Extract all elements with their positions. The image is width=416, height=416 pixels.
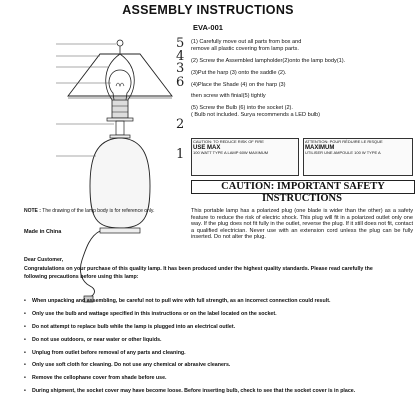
- callout-harp: 3: [176, 61, 185, 76]
- made-in-label: Made in China: [24, 229, 62, 235]
- callout-body: 1: [176, 147, 185, 162]
- callout-socket: 2: [176, 117, 185, 132]
- list-item: • When unpacking and assembling, be careful not to pull wire with full strength, as an incorrect connection could result.: [24, 298, 331, 304]
- list-item: • During shipment, the socket cover may have become loose. Before inserting bulb, check to see that the socket cover is in place.: [24, 388, 356, 395]
- model-number: EVA-001: [193, 23, 223, 32]
- label-heading: ATTENTION: POUR RÉDUIRE LE RISQUE: [305, 139, 383, 144]
- shade-part: [68, 54, 172, 96]
- label-heading: CAUTION: TO REDUCE RISK OF FIRE: [193, 139, 264, 144]
- step-line: (4)Place the Shade (4) on the harp (3): [191, 81, 286, 88]
- letter-intro: Congratulations on your purchase of this quality lamp. It has been produced under the highest quality standards. Please read carefully the following precautions before using this lamp:: [24, 266, 373, 280]
- list-item: • Only use soft cloth for cleaning. Do not use any chemical or abrasive cleaners.: [24, 362, 231, 369]
- list-item: • Do not use outdoors, or near water or other liquids.: [24, 336, 162, 343]
- power-cord: [80, 231, 100, 297]
- callout-bulb: 6: [176, 75, 185, 90]
- label-text: 100 WATT TYPE A LAMP 60W MAXIMUM: [193, 150, 269, 155]
- label-max: MAXIMUM: [305, 144, 335, 151]
- letter-greeting: Dear Customer,: [24, 257, 64, 263]
- harp-part: [106, 54, 135, 102]
- warning-label-english: [191, 138, 299, 176]
- step-line: ( Bulb not included. Surya recommends a LED bulb): [191, 112, 321, 119]
- step-line: (3)Put the harp (3) onto the saddle (2).: [191, 69, 287, 76]
- precaution-list: [24, 298, 404, 396]
- socket-part: [112, 100, 128, 118]
- safety-instructions-heading: INSTRUCTIONS: [262, 193, 342, 204]
- caution-heading: CAUTION: IMPORTANT SAFETY: [191, 180, 415, 194]
- note-text: The drawing of the lamp body is for reference only.: [42, 208, 155, 214]
- step-line: then screw with finial(5) tightly: [191, 93, 266, 100]
- page-title: ASSEMBLY INSTRUCTIONS: [122, 3, 294, 17]
- step-line: (5) Screw the Bulb (6) into the socket (2).: [191, 105, 293, 112]
- callout-shade: 4: [176, 49, 185, 64]
- note-label: NOTE :: [24, 208, 41, 214]
- list-item: • Unplug from outlet before removal of any parts and cleaning.: [24, 349, 186, 356]
- warning-labels: [191, 138, 413, 180]
- caution-paragraph: This portable lamp has a polarized plug (one blade is wider than the other) as a safety feature to reduce the risk of electric shock. This plug will fit in a polarized outlet only one way. If the plug does not fit fully in the outlet, reverse the plug. If it still does not fit, contact a qualified electrician. Never use with an extension cord unless the plug can be fully inserted. Do not alter the plug.: [191, 208, 413, 240]
- label-text: UTILISER UNE AMPOULE 100 W TYPE A: [305, 150, 381, 155]
- list-item: • Remove the cellophane cover from shade before use.: [24, 375, 167, 382]
- list-item: • Do not attempt to replace bulb while the lamp is plugged into an electrical outlet.: [24, 323, 236, 330]
- step-line: (2) Screw the Assembled lampholder(2)onto the lamp body(1).: [191, 58, 346, 64]
- label-max: USE MAX: [193, 144, 221, 151]
- callout-finial: 5: [176, 36, 185, 51]
- warning-label-french: [303, 138, 413, 176]
- drawing-note: [24, 206, 184, 216]
- finial-part: [117, 40, 123, 46]
- assembly-steps: [191, 39, 413, 120]
- bulb-part: [109, 70, 131, 100]
- step-line: (1) Carefully move out all parts from box and: [191, 39, 302, 45]
- step-line: remove all plastic covering from lamp parts.: [191, 46, 299, 53]
- list-item: • Only use the bulb and wattage specified in this instructions or on the label located on the socket.: [24, 310, 277, 317]
